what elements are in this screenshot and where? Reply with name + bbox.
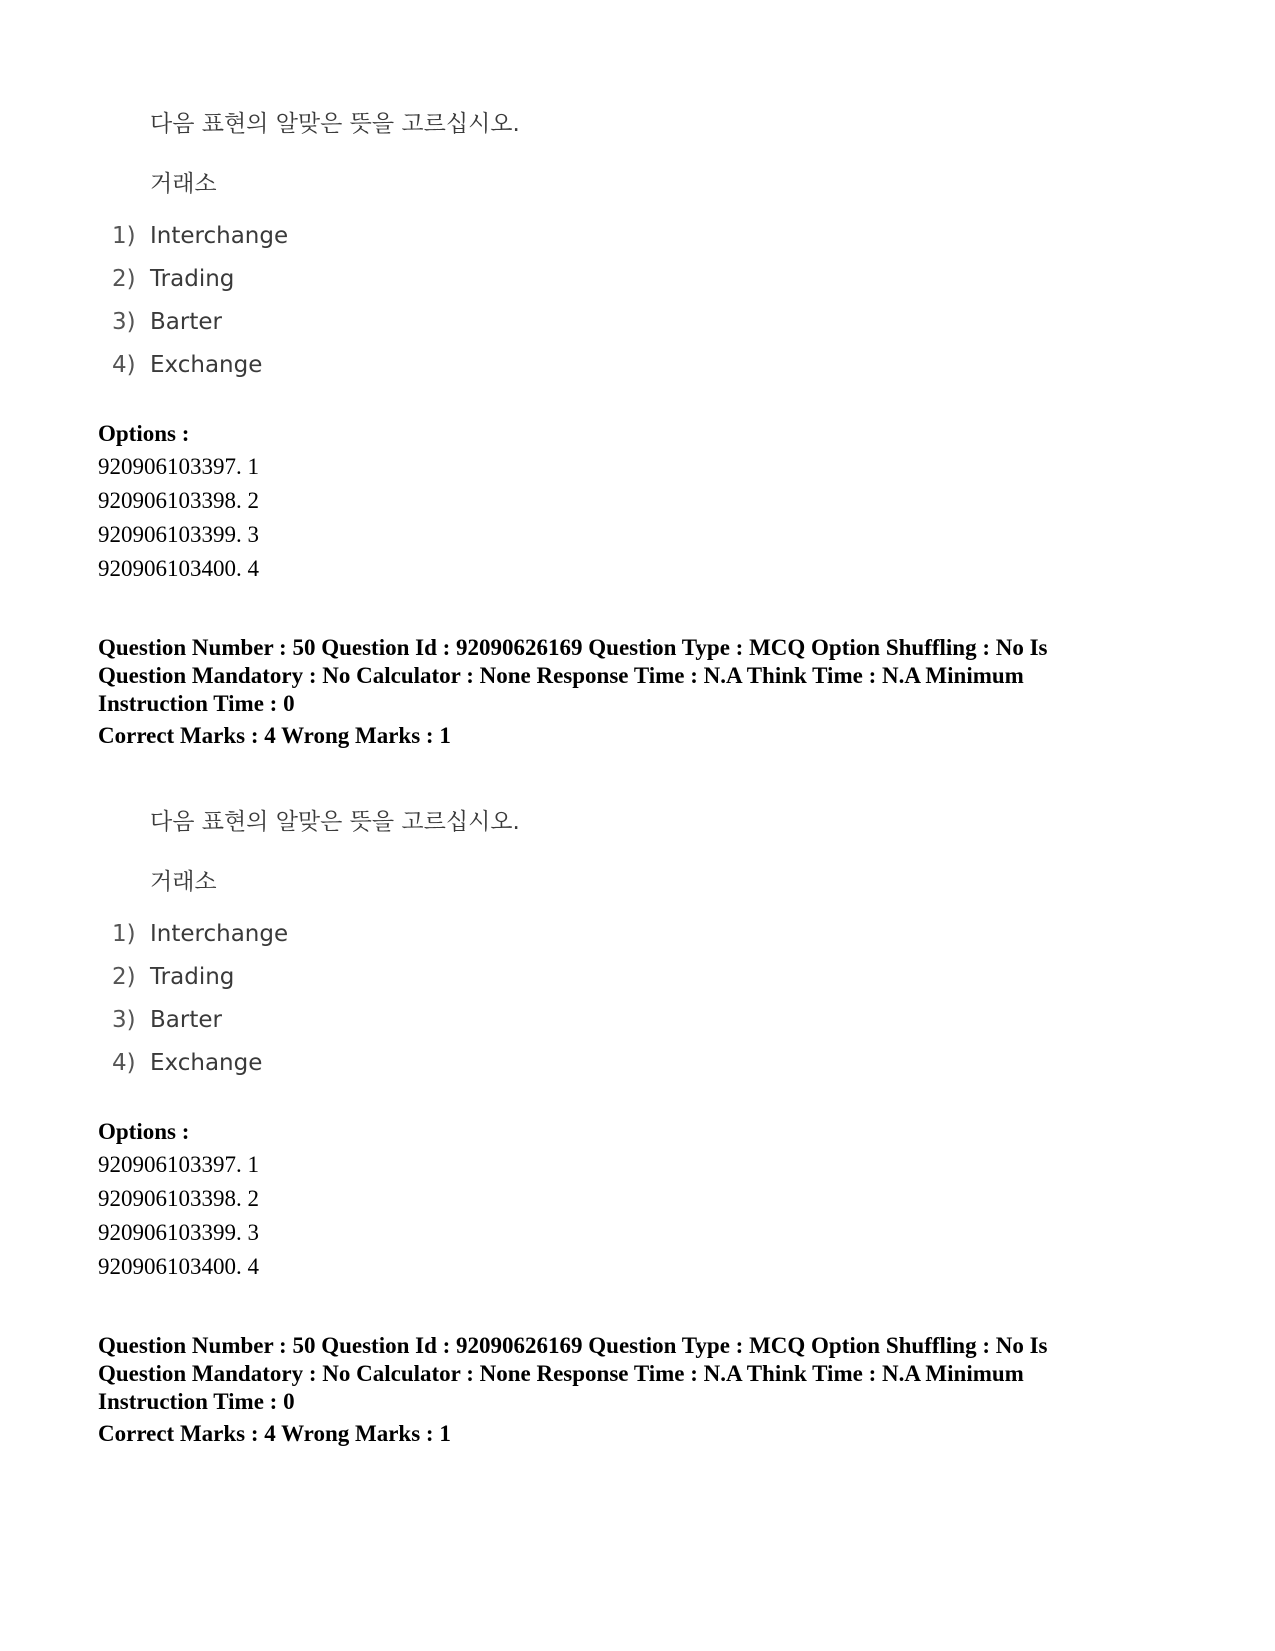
choice-number: 3) — [112, 1007, 136, 1033]
choice-item — [112, 266, 288, 309]
choice-item — [112, 223, 288, 266]
choice-number: 1) — [112, 223, 136, 249]
option-row: 920906103398. 2 — [98, 1186, 259, 1211]
options-block — [98, 1116, 1198, 1284]
choice-text: Exchange — [150, 1050, 263, 1076]
question-word: 거래소 — [150, 869, 217, 895]
options-label: Options : — [98, 1119, 190, 1144]
question-meta — [98, 1332, 1198, 1452]
choice-item — [112, 309, 288, 352]
choice-text: Barter — [150, 1007, 222, 1033]
option-row: 920906103399. 3 — [98, 522, 259, 547]
meta-line-1: Question Number : 50 Question Id : 92090626169 Question Type : MCQ Option Shuffling : No Is — [98, 1333, 1048, 1358]
question-instruction: 다음 표현의 알맞은 뜻을 고르십시오. — [150, 809, 520, 835]
choice-item — [112, 352, 288, 395]
choice-text: Barter — [150, 309, 222, 335]
choice-item — [112, 1050, 288, 1093]
option-row: 920906103398. 2 — [98, 488, 259, 513]
marks-line: Correct Marks : 4 Wrong Marks : 1 — [98, 723, 451, 748]
meta-line-2: Question Mandatory : No Calculator : None Response Time : N.A Think Time : N.A Minimum — [98, 1361, 1024, 1386]
options-label: Options : — [98, 421, 190, 446]
choice-list — [112, 921, 288, 1093]
option-row: 920906103399. 3 — [98, 1220, 259, 1245]
choice-text: Exchange — [150, 352, 263, 378]
marks-line: Correct Marks : 4 Wrong Marks : 1 — [98, 1421, 451, 1446]
choice-number: 2) — [112, 964, 136, 990]
choice-text: Interchange — [150, 223, 289, 249]
option-row: 920906103400. 4 — [98, 1254, 259, 1279]
options-block — [98, 418, 1198, 586]
question-instruction: 다음 표현의 알맞은 뜻을 고르십시오. — [150, 111, 520, 137]
option-row: 920906103397. 1 — [98, 1152, 259, 1177]
choice-number: 3) — [112, 309, 136, 335]
choice-number: 1) — [112, 921, 136, 947]
option-row: 920906103400. 4 — [98, 556, 259, 581]
choice-text: Trading — [150, 964, 235, 990]
meta-line-2: Question Mandatory : No Calculator : None Response Time : N.A Think Time : N.A Minimum — [98, 663, 1024, 688]
meta-line-3: Instruction Time : 0 — [98, 691, 295, 716]
question-meta — [98, 634, 1198, 754]
meta-line-3: Instruction Time : 0 — [98, 1389, 295, 1414]
choice-number: 2) — [112, 266, 136, 292]
choice-item — [112, 964, 288, 1007]
choice-number: 4) — [112, 1050, 136, 1076]
choice-number: 4) — [112, 352, 136, 378]
choice-text: Trading — [150, 266, 235, 292]
question-word: 거래소 — [150, 171, 217, 197]
choice-list — [112, 223, 288, 395]
option-row: 920906103397. 1 — [98, 454, 259, 479]
meta-line-1: Question Number : 50 Question Id : 92090626169 Question Type : MCQ Option Shuffling : No Is — [98, 635, 1048, 660]
choice-item — [112, 921, 288, 964]
choice-text: Interchange — [150, 921, 289, 947]
choice-item — [112, 1007, 288, 1050]
